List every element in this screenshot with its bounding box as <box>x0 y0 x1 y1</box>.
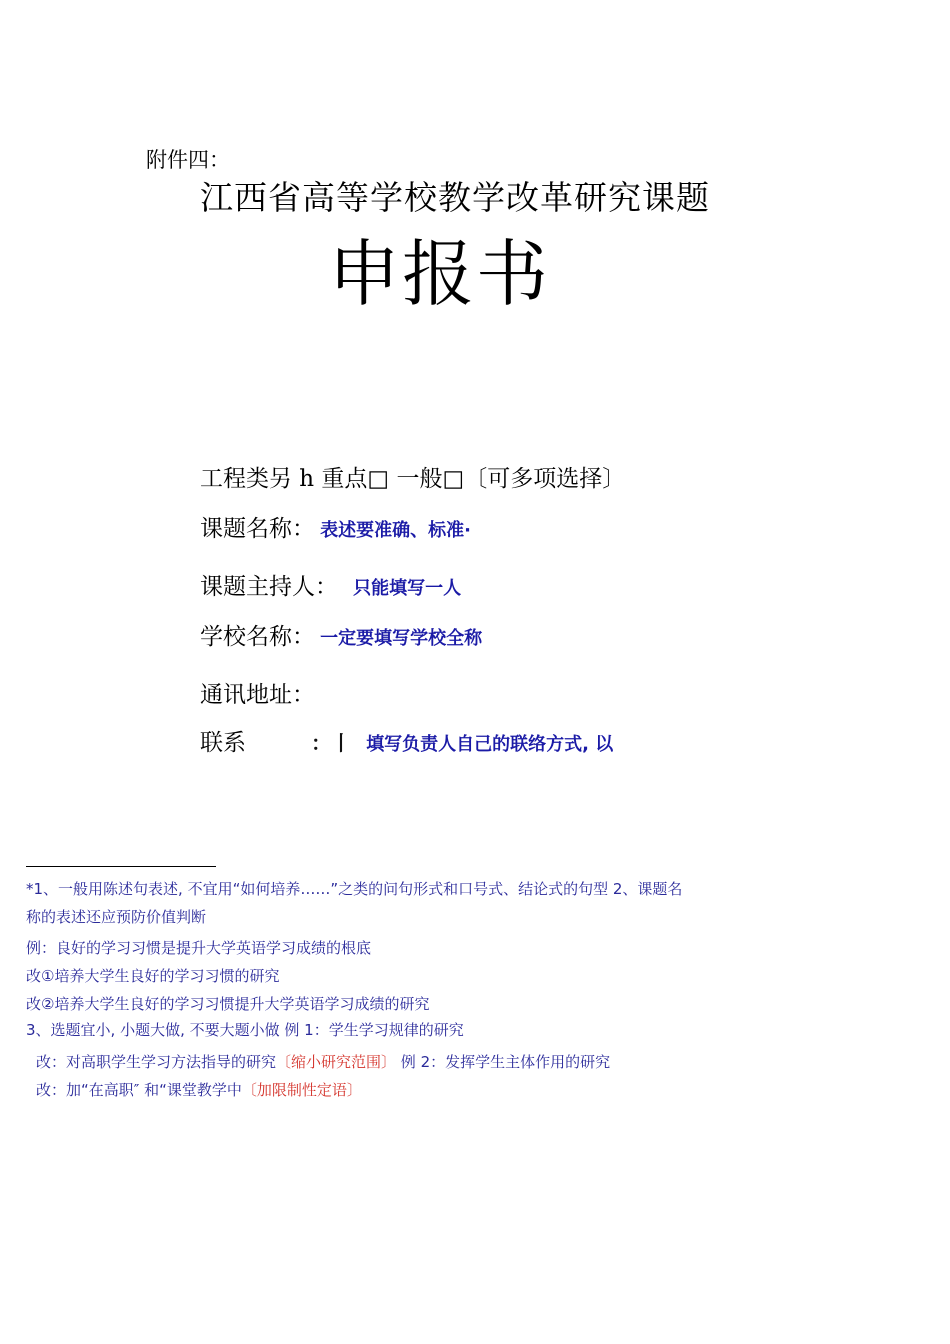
attachment-label: 附件四： <box>146 148 230 172</box>
note-line-7-highlight: 〔缩小研究范围〕 <box>276 1053 397 1071</box>
note-line-4: 改①培养大学生良好的学习习惯的研究 <box>26 967 280 985</box>
topic-hint: 表述要准确、标准· <box>320 520 471 541</box>
note-line-7-example: 例 2：发挥学生主体作用的研究 <box>396 1053 611 1071</box>
topic-row <box>200 510 471 543</box>
note-line-8-highlight: 〔加限制性定语〕 <box>241 1081 362 1099</box>
project-type-row: 工程类另 h 重点□ 一般□〔可多项选择〕 <box>200 466 626 492</box>
contact-row <box>200 724 613 757</box>
note-line-3: 例：良好的学习习惯是提升大学英语学习成绩的根底 <box>26 939 372 957</box>
document-title: 江西省高等学校教学改革研究课题 <box>200 178 710 217</box>
note-line-7 <box>36 1051 610 1072</box>
contact-separator: ：丨 <box>311 731 352 755</box>
note-line-8 <box>36 1079 362 1100</box>
footnote-divider <box>26 866 216 867</box>
note-line-2: 称的表述还应预防价值判断 <box>26 908 207 926</box>
school-label: 学校名称： <box>200 624 315 650</box>
school-hint: 一定要填写学校全称 <box>320 628 483 649</box>
note-line-8-text: 改：加“在高职″ 和“课堂教学中 <box>36 1081 242 1099</box>
note-line-1: *1、一般用陈述句表述, 不宜用“如何培养……”之类的问句形式和口号式、结论式的句型 2、课题名 <box>26 880 683 898</box>
note-line-7-text: 改：对高职学生学习方法指导的研究 <box>36 1053 277 1071</box>
host-label: 课题主持人： <box>200 574 338 600</box>
school-row <box>200 618 482 651</box>
contact-label: 联系 <box>200 730 246 756</box>
document-subtitle: 申报书 <box>328 232 551 316</box>
contact-hint: 填写负责人自己的联络方式, 以 <box>366 734 614 755</box>
host-hint: 只能填写一人 <box>353 578 462 599</box>
note-line-6: 3、选题宜小, 小题大做, 不要大题小做 例 1：学生学习规律的研究 <box>26 1021 464 1039</box>
address-label: 通讯地址： <box>200 682 315 708</box>
host-row <box>200 568 461 601</box>
topic-label: 课题名称： <box>200 516 315 542</box>
note-line-5: 改②培养大学生良好的学习习惯提升大学英语学习成绩的研究 <box>26 995 430 1013</box>
